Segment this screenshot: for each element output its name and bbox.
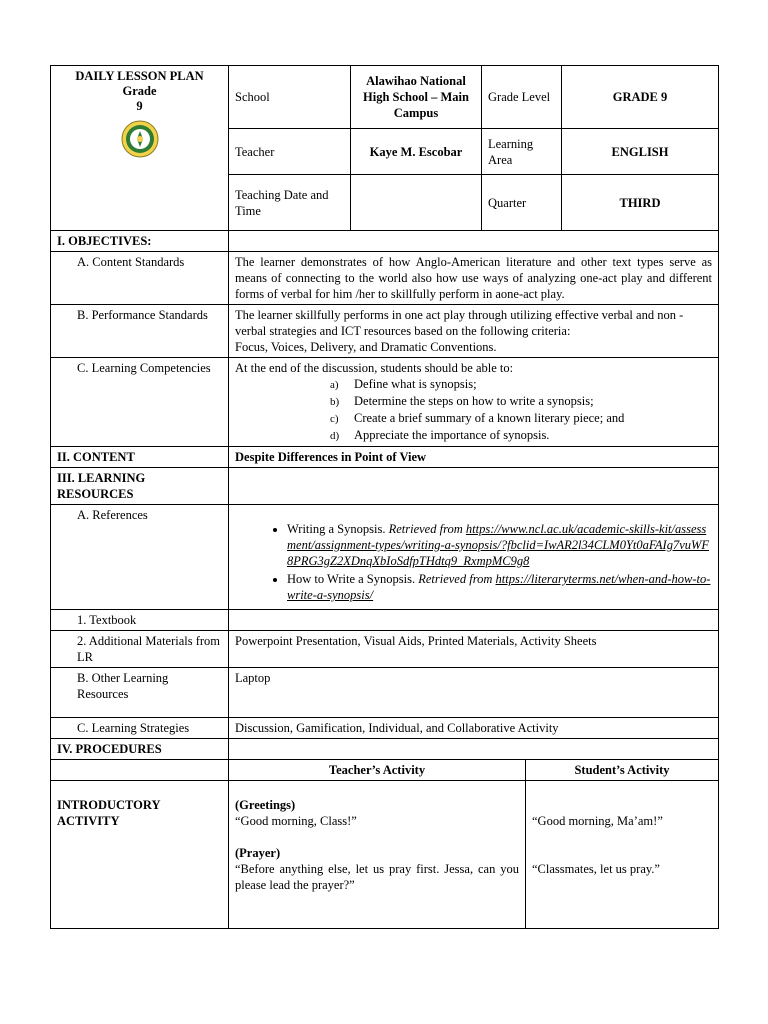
reference-link[interactable]: https://literaryterms.net/when-and-how-to-write-a-synopsis/ [287, 572, 711, 602]
teacher-label: Teacher [229, 129, 351, 175]
competencies-intro: At the end of the discussion, students should be able to: [235, 361, 514, 375]
student-activity-header: Student’s Activity [526, 760, 719, 781]
introductory-activity-label: INTRODUCTORY ACTIVITY [51, 781, 229, 929]
list-item [287, 521, 712, 569]
grade-level-value: GRADE 9 [562, 66, 719, 129]
school-value: Alawihao National High School – Main Campus [351, 66, 482, 129]
prayer-teacher-line: “Before anything else, let us pray first. Jessa, can you please lead the prayer?” [235, 862, 519, 892]
content-heading: II. CONTENT [51, 447, 229, 468]
lesson-plan-table [50, 65, 719, 929]
greetings-student-line: “Good morning, Ma’am!” [532, 814, 663, 828]
learning-resources-heading: III. LEARNING RESOURCES [51, 468, 229, 505]
references-label: A. References [51, 505, 229, 610]
learning-area-value: ENGLISH [562, 129, 719, 175]
procedures-heading-blank [229, 739, 719, 760]
school-label: School [229, 66, 351, 129]
greetings-teacher-line: “Good morning, Class!” [235, 814, 357, 828]
additional-materials-value: Powerpoint Presentation, Visual Aids, Printed Materials, Activity Sheets [229, 631, 719, 668]
retrieved-from-text: Retrieved from [385, 522, 466, 536]
content-standards-text: The learner demonstrates of how Anglo-American literature and other text types serve as means of connecting to the world also how use ways of analyzing one-act play and different forms of verbal for him /her to skillfully perform in aone-act play. [229, 252, 719, 305]
quarter-value: THIRD [562, 175, 719, 231]
additional-materials-label: 2. Additional Materials from LR [51, 631, 229, 668]
greetings-heading: (Greetings) [235, 798, 296, 812]
performance-standards-text: The learner skillfully performs in one act play through utilizing effective verbal and non - verbal strategies and ICT resources based on the following criteria: [235, 308, 684, 338]
textbook-value [229, 610, 719, 631]
textbook-label: 1. Textbook [51, 610, 229, 631]
header-title-cell [51, 66, 229, 231]
reference-link[interactable]: https://www.ncl.ac.uk/academic-skills-kit/assessment/assignment-types/writing-a-synopsis/?fbclid=IwAR2l34CLM0Yt0aFAIg7vuWF8PRG3gZ2XDnqXbIoSdfpTHdtq9_RxmpMC9g8 [287, 522, 710, 568]
performance-criteria-text: Focus, Voices, Delivery, and Dramatic Conventions. [235, 340, 497, 354]
objectives-heading-blank [229, 231, 719, 252]
learning-area-label: Learning Area [482, 129, 562, 175]
content-value: Despite Differences in Point of View [229, 447, 719, 468]
lesson-plan-page [50, 65, 718, 929]
quarter-label: Quarter [482, 175, 562, 231]
prayer-heading: (Prayer) [235, 846, 281, 860]
plan-title: DAILY LESSON PLAN [75, 69, 204, 83]
list-item: b) Determine the steps on how to write a synopsis; [330, 394, 594, 408]
objectives-heading: I. OBJECTIVES: [51, 231, 229, 252]
reference-title: How to Write a Synopsis. [287, 572, 416, 586]
teacher-activity-header: Teacher’s Activity [229, 760, 526, 781]
learning-resources-blank [229, 468, 719, 505]
other-resources-label: B. Other Learning Resources [51, 668, 229, 718]
learning-strategies-value: Discussion, Gamification, Individual, and Collaborative Activity [229, 718, 719, 739]
performance-standards-cell [229, 305, 719, 358]
list-item: a) Define what is synopsis; [330, 377, 477, 391]
list-item: d) Appreciate the importance of synopsis. [330, 428, 550, 442]
plan-grade-label: Grade [122, 84, 157, 98]
retrieved-from-text: Retrieved from [415, 572, 496, 586]
references-list [235, 521, 712, 603]
list-item: c) Create a brief summary of a known literary piece; and [330, 411, 625, 425]
other-resources-value: Laptop [229, 668, 719, 718]
competencies-list [235, 376, 712, 444]
teaching-date-value [351, 175, 482, 231]
prayer-student-line: “Classmates, let us pray.” [532, 862, 660, 876]
plan-grade-number: 9 [136, 99, 143, 113]
student-activity-cell [526, 781, 719, 929]
teacher-activity-cell [229, 781, 526, 929]
references-cell [229, 505, 719, 610]
learning-strategies-label: C. Learning Strategies [51, 718, 229, 739]
performance-standards-label: B. Performance Standards [51, 305, 229, 358]
learning-competencies-label: C. Learning Competencies [51, 358, 229, 447]
school-seal-logo [121, 120, 159, 158]
procedures-heading: IV. PROCEDURES [51, 739, 229, 760]
reference-title: Writing a Synopsis. [287, 522, 386, 536]
teacher-value: Kaye M. Escobar [351, 129, 482, 175]
procedures-column-blank [51, 760, 229, 781]
learning-competencies-cell [229, 358, 719, 447]
grade-level-label: Grade Level [482, 66, 562, 129]
list-item [287, 571, 712, 603]
teaching-date-label: Teaching Date and Time [229, 175, 351, 231]
content-standards-label: A. Content Standards [51, 252, 229, 305]
